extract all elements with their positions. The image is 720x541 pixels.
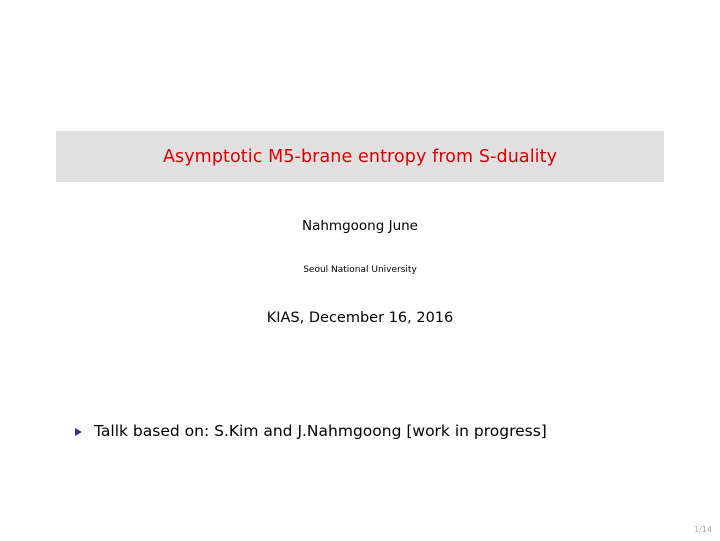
- presentation-date: KIAS, December 16, 2016: [266, 310, 454, 326]
- list-item: [75, 422, 547, 440]
- slide-title: Asymptotic M5-brane entropy from S-duality: [162, 146, 558, 167]
- author-name: Nahmgoong June: [302, 218, 418, 234]
- institute-name: Seoul National University: [303, 265, 417, 275]
- page-number: 1/14: [694, 525, 712, 534]
- bullet-triangle-icon: [75, 428, 82, 436]
- bullet-text: Tallk based on: S.Kim and J.Nahmgoong [work in progress]: [94, 422, 547, 440]
- title-box: [56, 131, 664, 182]
